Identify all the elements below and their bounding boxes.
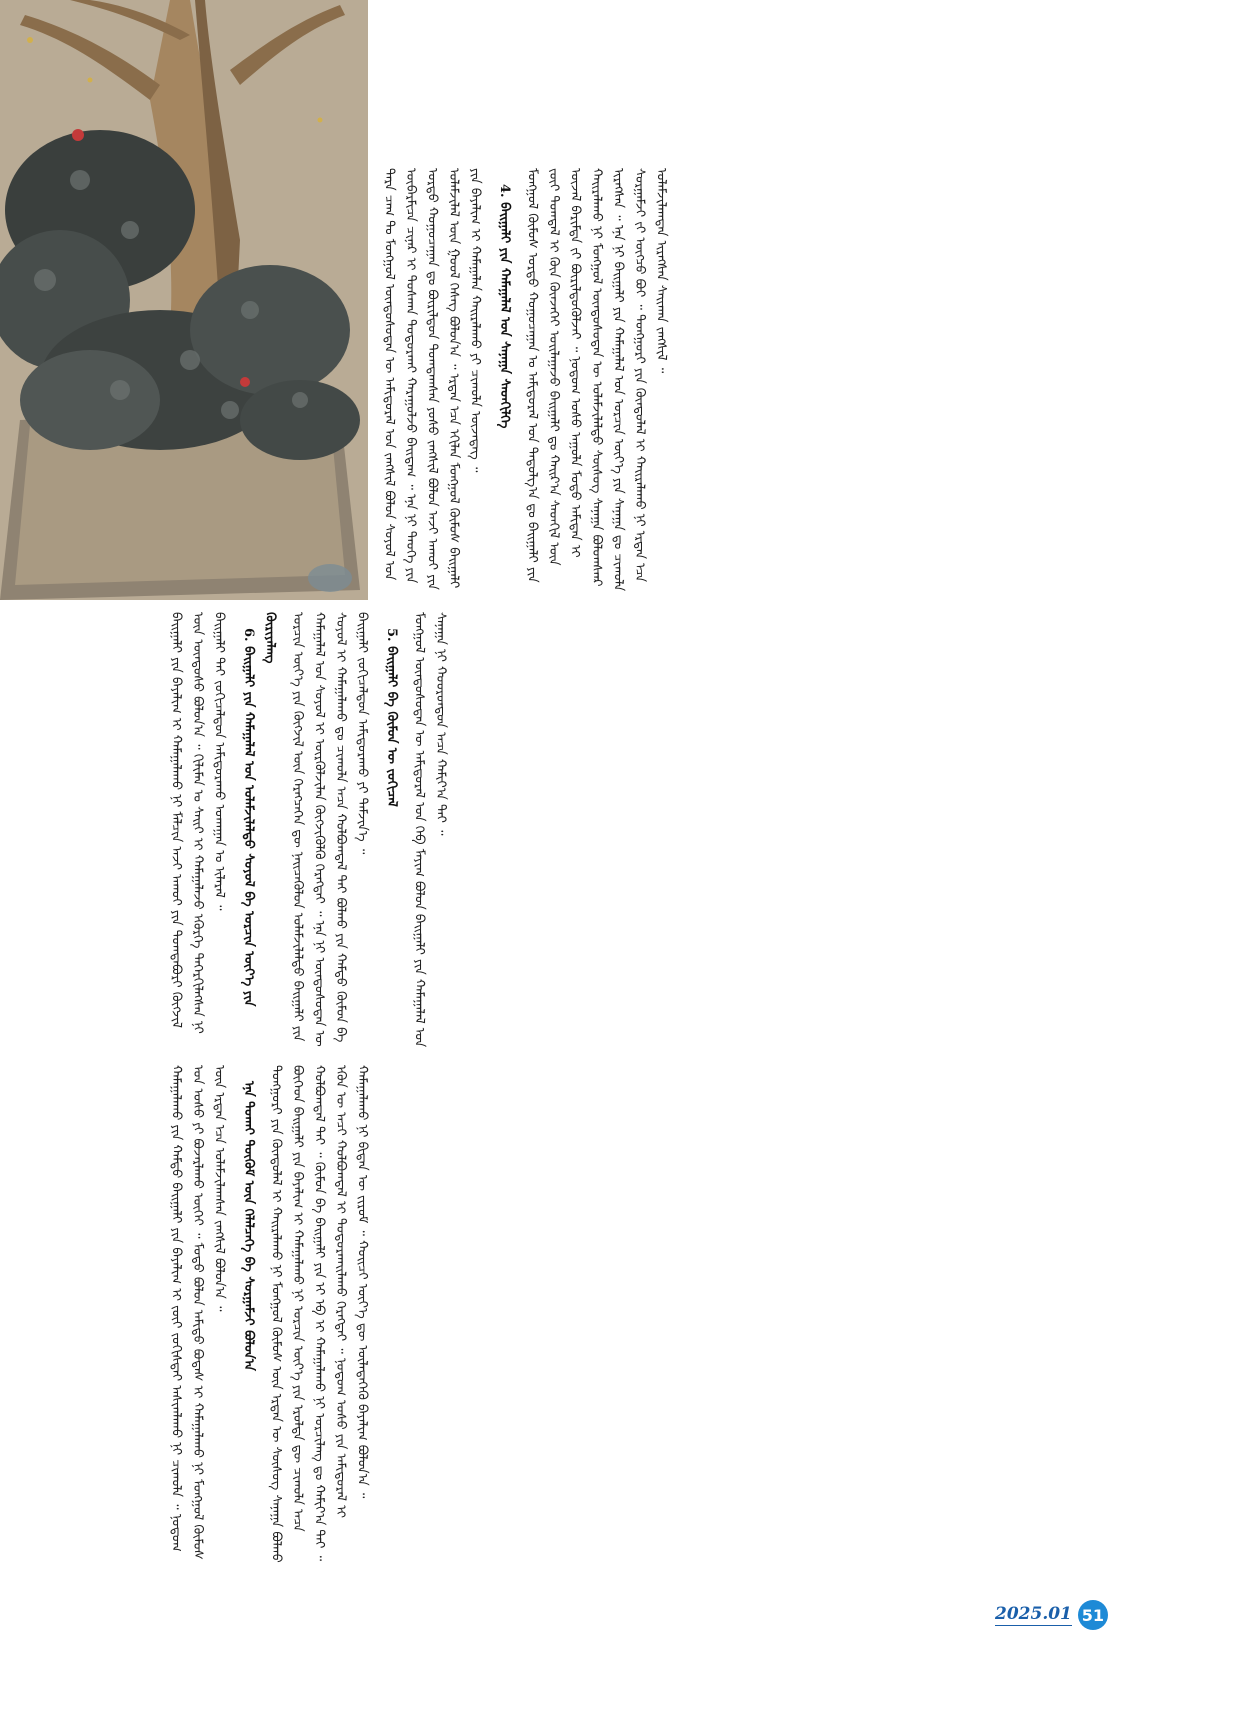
paragraph: ᠮᠣᠩᠭᠣᠯ ᠬᠦᠮᠦᠰ ᠤᠷᠲᠤ ᠬᠤᠭᠤᠴᠠᠭᠠᠨ ᠤ ᠠᠮᠢᠳᠤᠷᠠᠯ ᠤᠨ ᠳᠠᠳᠤᠯᠭ᠎ᠠ ᠳᠤ ᠪᠠᠢᠭᠠᠯᠢ ᠶᠢᠨ ᠵᠦᠢ ᠲᠣᠭᠲᠠᠯ ᠢ ᠭᠦᠨ ᠭᠦᠨᠵᠡᠭᠡᠢ ᠣᠢᠯᠠᠭᠠᠵᠤ ᠪᠠᠢᠭᠠᠯᠢ ᠳᠤ ᠬᠠᠢᠷ᠎ᠠ ᠰᠡᠳᠬᠢᠯ ᠦᠨ ᠦᠵᠡᠯ ᠪᠠᠷᠢᠮᠲᠠ ᠵᠢ ᠪᠦᠷᠢᠯᠳᠦᠭᠦᠯᠵᠡᠢ ᠃ ᠨᠤᠲᠤᠭ ᠤᠰᠤ ᠠᠭᠤᠯᠠ ᠮᠣᠳᠤ ᠠᠮᠢᠲᠠᠨ ᠢ ᠬᠠᠢᠷᠠᠯᠠᠬᠤ ᠨᠢ ᠮᠣᠩᠭᠣᠯ ᠦᠨᠳᠦᠰᠦᠲᠡᠨ ᠦ ᠤᠯᠠᠮᠵᠢᠯᠠᠯᠲᠤ ᠰᠦᠰᠦᠭ ᠰᠠᠨᠠᠭᠠ ᠪᠣᠯᠤᠭᠰᠠᠠᠷ ᠢᠷᠡᠭᠰᠡᠨ ᠃ ᠡᠨᠡ ᠨᠢ ᠪᠠᠢᠭᠠᠯᠢ ᠶᠢᠨ ᠬᠠᠮᠠᠭᠠᠯᠠᠯ ᠤᠨ ᠣᠷᠴᠢᠨ ᠦᠶ᠎ᠡ ᠶᠢᠨ ᠰᠠᠨᠠᠭᠠ ᠳᠤ ᠴᠢᠬᠤᠯᠠ ᠰᠤᠷᠭᠠᠮᠵᠢ ᠵᠢ ᠥᠭᠴᠦ ᠪᠣᠢ ᠃ ᠲᠣᠩᠭᠣᠷᠢ ᠶᠢᠨ ᠬᠦᠨᠳᠦᠯᠡᠯ ᠢ ᠬᠠᠢᠷᠠᠯᠠᠬᠤ ᠨᠢ ᠡᠷᠲᠡᠨ ᠡᠴᠡ ᠤᠯᠠᠮᠵᠢᠯᠠᠭᠳᠠᠨ ᠢᠷᠡᠭᠰᠡᠨ ᠰᠠᠢᠬᠠᠨ ᠵᠠᠩᠱᠢᠯ ᠃ [524, 168, 669, 592]
section-heading: ᠡᠨᠡ ᠲᠤᠬᠠᠢ ᠳᠦᠭᠦᠮ ᠦᠨ ᠬᠡᠯᠡᠯᠴᠡᠭᠡ ᠪᠠ ᠰᠤᠷᠭᠠᠮᠵᠢ ᠪᠣᠯᠤᠨ᠎ᠠ [241, 1080, 256, 1371]
paragraph: ᠣᠷᠴᠢᠨ ᠦᠶ᠎ᠡ ᠶᠢᠨ ᠬᠥᠭᠵᠢᠯ ᠦᠨ ᠬᠡᠷᠡᠭᠴᠡᠭᠡᠨ ᠳᠦ ᠨᠡᠢᠴᠡᠭᠦᠯᠦᠨ ᠤᠯᠠᠮᠵᠢᠯᠠᠯᠲᠤ ᠪᠠᠢᠭᠠᠯᠢ ᠶᠢᠨ ᠬᠠᠮᠠᠭᠠᠯᠠᠯ ᠤᠨ ᠰᠣᠶᠤᠯ ᠢ ᠦᠷᠭᠦᠯᠵᠢᠯᠡᠨ ᠬᠥᠭᠵᠢᠭᠦᠯᠬᠦ ᠬᠡᠷᠡᠭᠲᠡᠢ ᠃ ᠡᠨᠡ ᠨᠢ ᠦᠨᠳᠦᠰᠦᠲᠡᠨ ᠦ ᠰᠣᠶᠤᠯ ᠢ ᠬᠠᠮᠠᠭᠠᠯᠠᠬᠤ ᠳᠤ ᠴᠢᠬᠤᠯᠠ ᠠᠴᠠ ᠬᠣᠯᠪᠣᠭᠳᠠᠯ ᠲᠠᠢ ᠪᠣᠯᠬᠣ ᠶᠢᠨ ᠬᠠᠮᠲᠤ ᠬᠦᠮᠦᠨ ᠪᠠ ᠪᠠᠢᠭᠠᠯᠢ ᠵᠣᠬᠢᠴᠠᠯᠳᠤᠨ ᠠᠮᠢᠳᠤᠷᠠᠬᠤ ᠶᠢ ᠳᠡᠮᠵᠢᠨ᠎ᠡ ᠃ [290, 612, 370, 1047]
text-column-3 [165, 1065, 1065, 1565]
page-folio [995, 1600, 1108, 1630]
paragraph: ᠪᠠᠢᠭᠠᠯᠢ ᠶᠢᠨ ᠪᠠᠶᠠᠯᠢᠭ ᠢ ᠬᠠᠮᠠᠭᠠᠯᠠᠬᠤ ᠨᠢ ᠮᠠᠯᠴᠢᠨ ᠠᠵᠢ ᠠᠬᠤᠢ ᠶᠢᠨ ᠲᠣᠭᠲᠠᠪᠤᠷᠢ ᠬᠥᠭᠵᠢᠯ ᠦᠨ ᠦᠨᠳᠦᠰᠦ ᠪᠣᠯᠤᠨ᠎ᠠ ᠃ ᠬᠢᠯᠢᠮᠡᠨ ᠤ ᠰᠠᠢᠢ ᠢ ᠬᠠᠮᠠᠭᠠᠯᠠᠵᠤ ᠡᠭᠦᠷᠭᠡ ᠲᠡᠭᠡᠷᠬᠢᠯᠡᠭᠰᠡᠨ ᠨᠢ ᠪᠠᠢᠭᠠᠯᠢ ᠲᠠᠢ ᠵᠣᠬᠢᠴᠠᠯᠳᠤᠨ ᠠᠮᠢᠳᠤᠷᠠᠬᠤ ᠤᠬᠠᠭᠠᠨ ᠤ ᠢᠯᠡᠷᠡᠯ ᠃ [168, 612, 227, 1034]
paragraph: ᠲᠣᠩᠭᠣᠷᠢ ᠶᠢᠨ ᠬᠦᠨᠳᠦᠯᠡᠯ ᠢ ᠬᠠᠢᠷᠠᠯᠠᠬᠤ ᠨᠢ ᠮᠣᠩᠭᠣᠯ ᠬᠦᠮᠦᠰ ᠦᠨ ᠡᠷᠲᠡᠨ ᠦ ᠰᠦᠰᠦᠭ ᠰᠠᠨᠠᠭᠠ ᠪᠣᠯᠬᠣ ᠪᠥᠭᠡᠳ ᠪᠠᠢᠭᠠᠯᠢ ᠶᠢᠨ ᠪᠠᠶᠠᠯᠢᠭ ᠢ ᠬᠠᠮᠠᠭᠠᠯᠠᠬᠤ ᠨᠢ ᠣᠷᠴᠢᠨ ᠦᠶ᠎ᠡ ᠶᠢᠨ ᠡᠷᠦᠯᠲᠡ ᠳᠦ ᠴᠢᠬᠤᠯᠠ ᠠᠴᠠ ᠬᠣᠯᠪᠣᠭᠳᠠᠯ ᠲᠠᠢ ᠃ ᠬᠦᠮᠦᠨ ᠪᠠ ᠪᠠᠢᠭᠠᠯᠢ ᠶᠢᠨ ᠡᠶ ᠡᠪ ᠢ ᠬᠠᠮᠠᠭᠠᠯᠠᠬᠤ ᠨᠢ ᠣᠷᠴᠢᠯᠠᠩ ᠳᠤ ᠬᠠᠮᠢᠶ᠎ᠠ ᠲᠠᠢ ᠃ ᠡᠭᠦᠨ ᠦ ᠠᠴᠢ ᠬᠣᠯᠪᠣᠭᠳᠠᠯ ᠢ ᠲᠣᠳᠣᠷᠬᠠᠢᠯᠠᠬᠤ ᠬᠡᠷᠡᠭᠲᠡᠢ ᠃ ᠨᠤᠲᠤᠭ ᠤᠰᠤ ᠶᠢᠨ ᠠᠮᠢᠳᠤᠷᠠᠯ ᠢ ᠬᠠᠮᠠᠭᠠᠯᠠᠬᠤ ᠨᠢ ᠪᠢᠳᠡᠨ ᠦ ᠵᠢᠷᠤᠮ ᠃ ᠬᠣᠢᠴᠢ ᠦᠶ᠎ᠡ ᠳᠦ ᠦᠯᠡᠳᠡᠭᠡᠬᠦ ᠪᠠᠶᠠᠯᠢᠭ ᠪᠣᠯᠤᠨ᠎ᠠ ᠃ [268, 1065, 370, 1563]
photo-illustration [0, 0, 368, 600]
page-number: 51 [1078, 1600, 1108, 1630]
issue-label: 2025.01 [995, 1604, 1072, 1624]
text-column-2 [165, 612, 760, 1052]
photo-tree-shrubs [0, 0, 368, 600]
section-heading: 5. ᠪᠠᠢᠭᠠᠯᠢ ᠪᠠ ᠬᠦᠮᠦᠨ ᠦ ᠵᠣᠬᠢᠴᠠᠯ [384, 627, 399, 807]
text-column-1 [378, 168, 669, 600]
paragraph: ᠮᠣᠩᠭᠣᠯ ᠦᠨᠳᠦᠰᠦᠲᠡᠨ ᠦ ᠠᠮᠢᠳᠤᠷᠠᠯ ᠤᠨ ᠬᠡᠪ ᠮᠠᠶᠢᠭ ᠪᠣᠯᠤᠨ ᠪᠠᠢᠭᠠᠯᠢ ᠶᠢᠨ ᠬᠠᠮᠠᠭᠠᠯᠠᠯ ᠤᠨ ᠰᠠᠨᠠᠭᠠ ᠨᠢ ᠬᠣᠣᠷᠣᠨᠳᠣᠨ ᠠᠴᠠ ᠬᠠᠮᠢᠶ᠎ᠠ ᠲᠠᠢ ᠃ [411, 612, 448, 1048]
paragraph: ᠬᠠᠮᠠᠭᠠᠯᠠᠬᠤ ᠶᠢᠨ ᠬᠠᠮᠲᠤ ᠪᠠᠢᠭᠠᠯᠢ ᠶᠢᠨ ᠪᠠᠶᠠᠯᠢᠭ ᠢ ᠵᠦᠢ ᠵᠣᠬᠢᠰᠲᠠᠢ ᠠᠰᠢᠭᠯᠠᠬᠤ ᠨᠢ ᠴᠢᠬᠤᠯᠠ ᠃ ᠨᠤᠲᠤᠭ ᠤᠨ ᠤᠰᠤ ᠶᠢ ᠪᠤᠵᠠᠷᠯᠠᠬᠤ ᠦᠭᠡᠢ ᠃ ᠮᠣᠳᠤ ᠪᠣᠯᠤᠨ ᠠᠮᠢᠳᠤ ᠪᠣᠳᠠᠰ ᠢ ᠬᠠᠮᠠᠭᠠᠯᠠᠬᠤ ᠨᠢ ᠮᠣᠩᠭᠣᠯ ᠬᠦᠮᠦᠰ ᠦᠨ ᠡᠷᠲᠡᠨ ᠡᠴᠡ ᠤᠯᠠᠮᠵᠢᠯᠠᠭᠰᠠᠨ ᠵᠠᠩᠱᠢᠯ ᠪᠣᠯᠤᠨ᠎ᠠ ᠃ [168, 1065, 227, 1560]
section-heading: 4. ᠪᠠᠢᠭᠠᠯᠢ ᠶᠢᠨ ᠬᠠᠮᠠᠭᠠᠯᠠᠯ ᠤᠨ ᠰᠠᠨᠠᠭᠠ ᠰᠡᠳᠬᠢᠯᠭᠡ [497, 183, 512, 428]
paragraph: ᠲᠡᠷᠡ ᠴᠠᠭ ᠲᠤ ᠮᠣᠩᠭᠣᠯ ᠦᠨᠳᠦᠰᠦᠲᠡᠨ ᠦ ᠠᠮᠢᠳᠤᠷᠠᠯ ᠤᠨ ᠵᠠᠩᠱᠢᠯ ᠪᠣᠯᠤᠨ ᠰᠣᠶᠤᠯ ᠤᠨ ᠦᠪᠡᠷᠮᠢᠴᠡ ᠴᠢᠨᠠᠷ ᠢ ᠲᠤᠰᠬᠠᠨ ᠲᠣᠳᠣᠷᠬᠠᠢ ᠬᠠᠷᠠᠭᠤᠯᠵᠤ ᠪᠠᠢᠳᠠᠭ ᠃ ᠡᠨᠡ ᠨᠢ ᠲᠡᠦᠬᠡ ᠶᠢᠨ ᠤᠷᠲᠤ ᠬᠤᠭᠤᠴᠠᠭᠠᠨ ᠳᠤ ᠪᠦᠷᠢᠯᠳᠦᠨ ᠲᠣᠭᠲᠠᠭᠰᠠᠨ ᠶᠣᠰᠤ ᠵᠠᠩᠱᠢᠯ ᠪᠣᠯᠤᠨ ᠠᠵᠢ ᠠᠬᠤᠢ ᠶᠢᠨ ᠤᠯᠠᠮᠵᠢᠯᠠᠯ ᠦᠨ ᠭᠣᠣᠯ ᠬᠡᠰᠡᠭ ᠪᠣᠯᠤᠨ᠎ᠠ ᠃ ᠡᠷᠲᠡᠨ ᠡᠴᠡ ᠡᠬᠢᠯᠡᠨ ᠮᠣᠩᠭᠣᠯ ᠬᠦᠮᠦᠰ ᠪᠠᠢᠭᠠᠯᠢ ᠶᠢᠨ ᠪᠠᠶᠠᠯᠢᠭ ᠢ ᠬᠠᠮᠠᠭᠠᠯᠠᠨ ᠬᠠᠢᠷᠠᠯᠠᠬᠤ ᠶᠢ ᠴᠢᠬᠤᠯᠠ ᠦᠵᠡᠳᠡᠭ ᠃ [381, 168, 483, 590]
section-heading: 6. ᠪᠠᠢᠭᠠᠯᠢ ᠶᠢᠨ ᠬᠠᠮᠠᠭᠠᠯᠠᠯ ᠤᠨ ᠤᠯᠠᠮᠵᠢᠯᠠᠯᠲᠤ ᠰᠣᠶᠤᠯ ᠪᠠ ᠣᠷᠴᠢᠨ ᠦᠶ᠎ᠡ ᠶᠢᠨ ᠬᠦᠷᠢᠶᠡᠯᠡᠩ [241, 612, 278, 1007]
